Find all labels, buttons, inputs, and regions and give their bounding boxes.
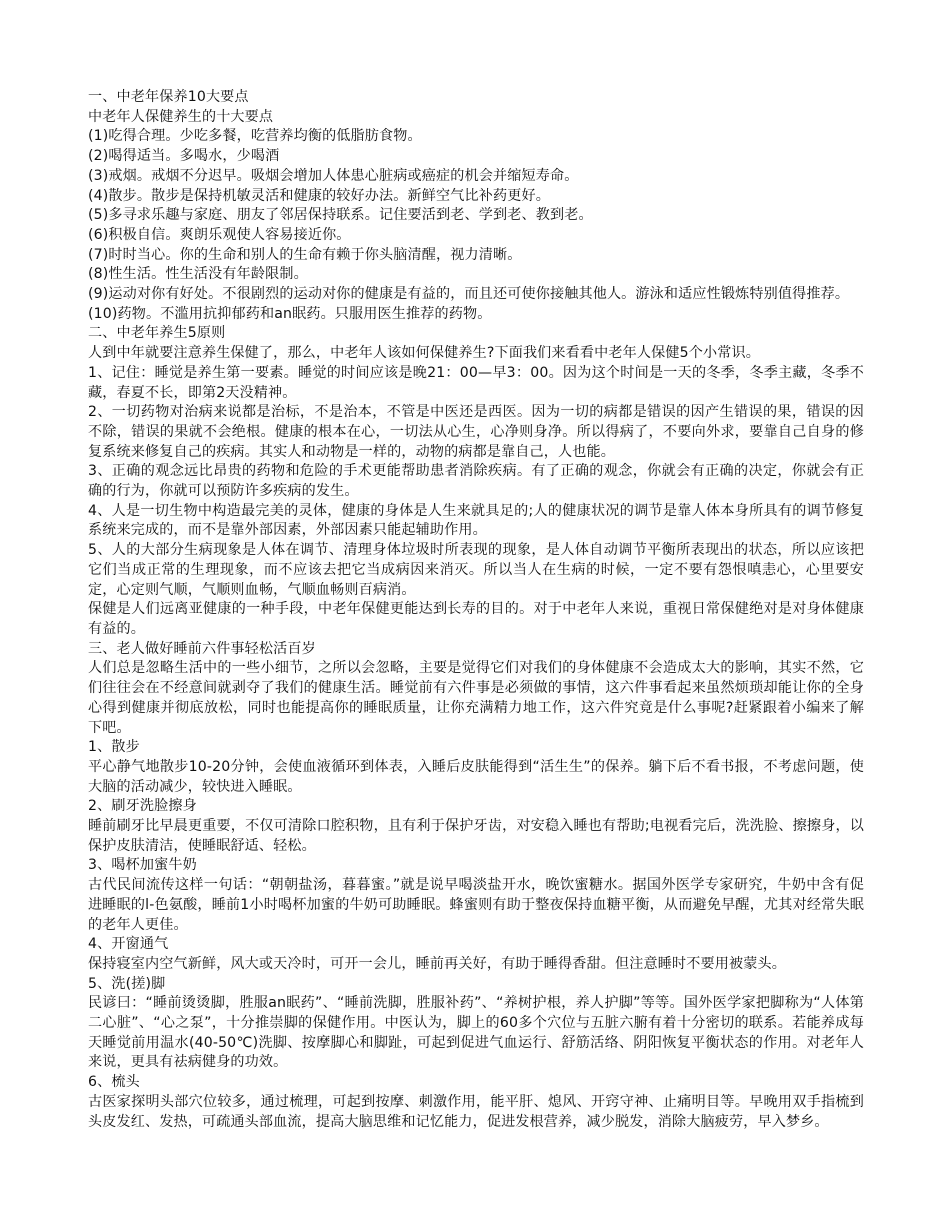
section-heading-2: 二、中老年养生5原则 <box>88 325 226 342</box>
subheading-milk: 3、喝杯加蜜牛奶 <box>88 857 197 874</box>
principle-1: 1、记住：睡觉是养生第一要素。睡觉的时间应该是晚21：00—早3：00。因为这个时间是一天的冬季，冬季主藏，冬季不藏，春夏不长，即第2天没精神。 <box>88 364 864 401</box>
principle-5: 5、人的大部分生病现象是人体在调节、清理身体垃圾时所表现的现象，是人体自动调节平衡所表现出的状态，所以应该把它们当成正常的生理现象，而不应该去把它当成病因来消灭。所以当人在生病的时候，一定不要有怨恨嗔恚心，心里要安定，心定则气顺，气顺则血畅，气顺血畅则百病消。 <box>88 542 864 598</box>
subheading-window: 4、开窗通气 <box>88 936 169 953</box>
list-item-4: (4)散步。散步是保持机敏灵活和健康的较好办法。新鲜空气比补药更好。 <box>88 187 550 204</box>
paragraph-walk: 平心静气地散步10-20分钟，会使血液循环到体表，入睡后皮肤能得到“活生生”的保养。躺下后不看书报，不考虑问题，使大脑的活动减少，较快进入睡眠。 <box>88 758 864 795</box>
list-item-10: (10)药物。不滥用抗抑郁药和an眠药。只服用医生推荐的药物。 <box>88 305 492 322</box>
list-item-1: (1)吃得合理。少吃多餐，吃营养均衡的低脂肪食物。 <box>88 128 422 145</box>
section-heading-3: 三、老人做好睡前六件事轻松活百岁 <box>88 640 316 657</box>
list-item-7: (7)时时当心。你的生命和别人的生命有赖于你头脑清醒，视力清晰。 <box>88 246 522 263</box>
list-item-2: (2)喝得适当。多喝水，少喝酒 <box>88 148 280 165</box>
subheading-walk: 1、散步 <box>88 739 140 756</box>
list-item-6: (6)积极自信。爽朗乐观使人容易接近你。 <box>88 226 351 243</box>
paragraph-feet: 民谚曰：“睡前烫烫脚，胜服an眠药”、“睡前洗脚，胜服补药”、“养树护根，养人护脚”等等。国外医学家把脚称为“人体第二心脏”、“心之泵”，十分推崇脚的保健作用。中医认为，脚上的60多个穴位与五脏六腑有着十分密切的联系。若能养成每天睡觉前用温水(40-50℃)洗脚、按摩脚心和脚趾，可起到促进气血运行、舒筋活络、阴阳恢复平衡状态的作用。对老年人来说，更具有祛病健身的功效。 <box>88 995 864 1071</box>
principle-2: 2、一切药物对治病来说都是治标，不是治本，不管是中医还是西医。因为一切的病都是错误的因产生错误的果，错误的因不除，错误的果就不会绝根。健康的根本在心，一切法从心生，心净则身净。所以得病了，不要向外求，要靠自己自身的修复系统来修复自己的疾病。其实人和动物是一样的，动物的病都是靠自己，人也能。 <box>88 404 864 460</box>
list-item-8: (8)性生活。性生活没有年龄限制。 <box>88 266 308 283</box>
principle-3: 3、正确的观念远比昂贵的药物和危险的手术更能帮助患者消除疾病。有了正确的观念，你就会有正确的决定，你就会有正确的行为，你就可以预防许多疾病的发生。 <box>88 463 864 500</box>
document-page <box>88 88 864 1132</box>
paragraph-intro-2: 人到中年就要注意养生保健了，那么，中老年人该如何保健养生?下面我们来看看中老年人保健5个小常识。 <box>88 345 760 362</box>
paragraph-intro-3: 人们总是忽略生活中的一些小细节，之所以会忽略，主要是觉得它们对我们的身体健康不会造成太大的影响，其实不然，它们往往会在不经意间就剥夺了我们的健康生活。睡觉前有六件事是必须做的事情，这六件事看起来虽然烦琐却能让你的全身心得到健康并彻底放松，同时也能提高你的睡眠质量，让你充满精力地工作，这六件究竟是什么事呢?赶紧跟着小编来了解下吧。 <box>88 660 864 736</box>
paragraph-brush: 睡前刷牙比早晨更重要，不仅可清除口腔积物，且有利于保护牙齿，对安稳入睡也有帮助;电视看完后，洗洗脸、擦擦身，以保护皮肤清洁，使睡眠舒适、轻松。 <box>88 818 864 854</box>
subheading-ten-points: 中老年人保健养生的十大要点 <box>88 108 274 125</box>
list-item-3: (3)戒烟。戒烟不分迟早。吸烟会增加人体患心脏病或癌症的机会并缩短寿命。 <box>88 167 579 184</box>
subheading-feet: 5、洗(搓)脚 <box>88 975 166 992</box>
paragraph-window: 保持寝室内空气新鲜，风大或天冷时，可开一会儿，睡前再关好，有助于睡得香甜。但注意睡时不要用被蒙头。 <box>88 955 786 972</box>
paragraph-summary-2: 保健是人们远离亚健康的一种手段，中老年保健更能达到长寿的目的。对于中老年人来说，重视日常保健绝对是对身体健康有益的。 <box>88 601 864 637</box>
principle-4: 4、人是一切生物中构造最完美的灵体，健康的身体是人生来就具足的;人的健康状况的调节是靠人体本身所具有的调节修复系统来完成的，而不是靠外部因素，外部因素只能起辅助作用。 <box>88 502 864 539</box>
subheading-comb: 6、梳头 <box>88 1074 140 1091</box>
list-item-5: (5)多寻求乐趣与家庭、朋友了邻居保持联系。记住要活到老、学到老、教到老。 <box>88 207 593 224</box>
subheading-brush: 2、刷牙洗脸擦身 <box>88 798 197 815</box>
list-item-9: (9)运动对你有好处。不很剧烈的运动对你的健康是有益的，而且还可使你接触其他人。游泳和适应性锻炼特别值得推荐。 <box>88 286 850 303</box>
paragraph-milk: 古代民间流传这样一句话：“朝朝盐汤，暮暮蜜。”就是说早喝淡盐开水，晚饮蜜糖水。据国外医学专家研究，牛奶中含有促进睡眠的l-色氨酸，睡前1小时喝杯加蜜的牛奶可助睡眠。蜂蜜则有助于整夜保持血糖平衡，从而避免早醒，尤其对经常失眠的老年人更佳。 <box>88 877 864 933</box>
section-heading-1: 一、中老年保养10大要点 <box>88 89 249 105</box>
paragraph-comb: 古医家探明头部穴位较多，通过梳理，可起到按摩、刺激作用，能平肝、熄风、开窍守神、止痛明目等。早晚用双手指梳到头皮发红、发热，可疏通头部血流，提高大脑思维和记忆能力，促进发根营养，减少脱发，消除大脑疲劳，早入梦乡。 <box>88 1093 864 1130</box>
